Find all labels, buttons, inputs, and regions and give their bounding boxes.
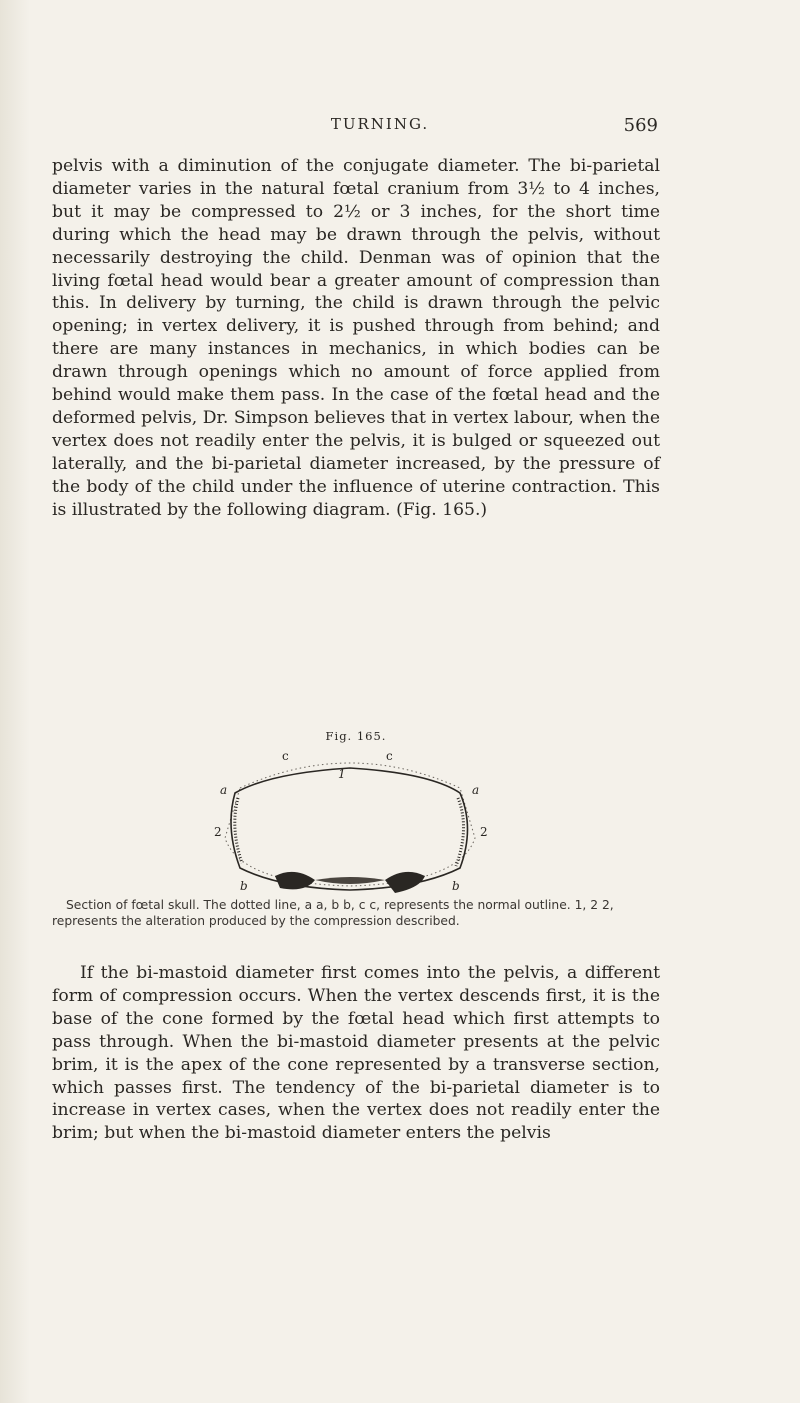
skull-base-right (385, 872, 425, 893)
skull-base-center (315, 877, 385, 884)
label-2-right: 2 (480, 825, 488, 839)
figure-caption (52, 897, 652, 929)
paragraph-1: pelvis with a diminution of the conjugate diameter. The bi-parietal diameter varies in the natural fœtal cranium from 3½ to 4 inches, but it may be compressed to 2½ or 3 inches, for the short time during which the head may be drawn through the pelvis, without necessarily destroying the child. Denman was of opinion that the living fœtal head would bear a greater amount of compression than this. In delivery by turning, the child is drawn through the pelvic opening; in vertex delivery, it is pushed through from behind; and there are many instances in mechanics, in which bodies can be drawn through openings which no amount of force applied from behind would make them pass. In the case of the fœtal head and the deformed pelvis, Dr. Simpson believes that in vertex labour, when the vertex does not readily enter the pelvis, it is bulged or squeezed out laterally, and the bi-parietal diameter increased, by the pressure of the body of the child under the influence of uterine contraction. This is illustrated by the following diagram. (Fig. 165.) (52, 156, 660, 520)
caption-text: Section of fœtal skull. The dotted line, a a, b b, c c, represents the normal outline. 1, 2 2, represents the alteration produced by the compression described. (52, 898, 614, 928)
running-head (0, 115, 800, 139)
outline-hatching-right (456, 798, 464, 866)
label-a-right: a (472, 783, 480, 797)
label-c-right: c (386, 749, 393, 763)
label-2-left: 2 (214, 825, 222, 839)
skull-section-diagram (190, 748, 510, 898)
binding-shadow (0, 0, 30, 1403)
page-number: 569 (623, 115, 658, 136)
compressed-outline (231, 768, 468, 890)
running-title: TURNING. (330, 115, 430, 133)
label-1: 1 (338, 767, 346, 781)
label-c-left: c (282, 749, 289, 763)
label-b-right: b (452, 879, 460, 893)
label-a-left: a (220, 783, 228, 797)
label-b-left: b (240, 879, 248, 893)
paragraph-2: If the bi-mastoid diameter first comes into the pelvis, a different form of compression occurs. When the vertex descends first, it is the base of the cone formed by the fœtal head which first attempts to pass through. When the bi-mastoid diameter presents at the pelvic brim, it is the apex of the cone represented by a transverse section, which passes first. The tendency of the bi-parietal diameter is to increase in vertex cases, when the vertex does not readily enter the brim; but when the bi-mastoid diameter enters the pelvis (52, 963, 660, 1144)
figure-label: Fig. 165. (325, 729, 387, 743)
